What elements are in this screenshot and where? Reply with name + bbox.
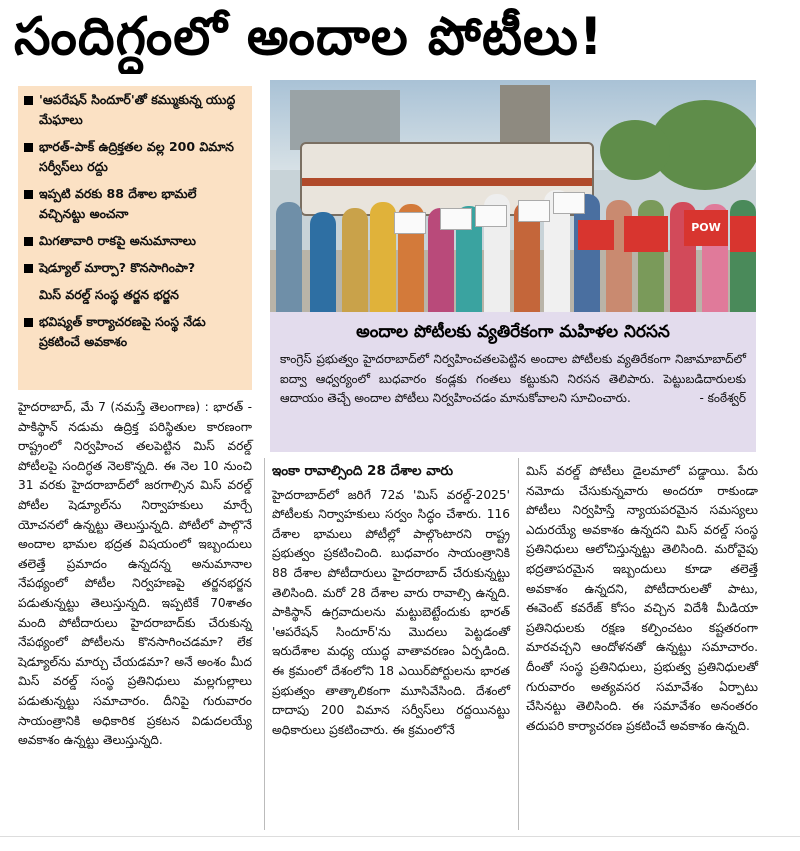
highlight-item <box>24 231 246 251</box>
photo-tree <box>600 120 670 180</box>
protest-placard <box>553 192 585 214</box>
photo-person <box>276 202 302 312</box>
highlight-text: ఇప్పటి వరకు 88 దేశాల భామలే వచ్చినట్టు అంచనా <box>39 186 197 221</box>
protest-flag-pow: POW <box>684 210 728 246</box>
protest-placard <box>518 200 550 222</box>
photo-caption-box <box>270 312 756 452</box>
page-bottom-rule <box>0 836 800 837</box>
column-divider <box>264 458 265 830</box>
bullet-icon <box>24 318 33 327</box>
protest-flag <box>578 220 614 250</box>
photo-credit: - కంఠేశ్వర్ <box>699 391 746 405</box>
bullet-icon <box>24 190 33 199</box>
subheading: ఇంకా రావాల్సింది 28 దేశాల వారు <box>272 463 454 479</box>
bullet-icon <box>24 96 33 105</box>
column-3-text: మిస్ వరల్డ్ పోటీలు డైలమాలో పడ్డాయి. పేరు నమోదు చేసుకున్నవారు అందరూ రాకుండా పోటీలు నిర్వహిస్తే న్యాయపరమైన సమస్యలు ఎదురయ్యే అవకాశం ఉన్నదని మిస్ వరల్డ్ సంస్థ ప్రతినిధులు ఆలోచిస్తున్నట్టు తెలిసింది. మరోవైపు భద్రతాపరమైన ఇబ్బందులు కూడా తలెత్తే అవకాశం ఉన్నదని, పోటీదారులతో పాటు, ఈవెంట్ కవరేజ్ కోసం వచ్చిన విదేశీ మీడియా ప్రతినిధులకు రక్షణ కల్పించటం కష్టతరంగా మారవచ్చని ఆందోళనతో ఉన్నట్టు సమాచారం. దీంతో సంస్థ ప్రతినిధులు, ప్రభుత్వ ప్రతినిధులతో గురువారం అత్యవసర సమావేశం ఏర్పాటు చేసినట్టు తెలిసింది. ఈ సమావేశం అనంతరం తదుపరి కార్యాచరణ ప్రకటించే అవకాశం ఉన్నది. <box>526 464 758 733</box>
headline: సందిగ్ధంలో అందాల పోటీలు! <box>14 7 604 67</box>
highlight-text: మిస్ వరల్డ్ సంస్థ తర్జన భర్జన <box>39 287 179 302</box>
bullet-icon <box>24 237 33 246</box>
bus-stripe <box>302 178 592 186</box>
highlight-text: 'ఆపరేషన్ సిందూర్'తో కమ్ముకున్న యుద్ధ మేఘాలు <box>39 92 236 127</box>
highlights-box <box>18 86 252 390</box>
column-1-text: భారత్ - పాకిస్థాన్ నడుమ ఉద్రిక్త పరిస్థితుల కారణంగా రాష్ట్రంలో నిర్వహించ తలపెట్టిన మిస్ వరల్డ్ పోటీలపై సందిగ్ధత నెలకొన్నది. ఈ నెల 10 నుంచి 31 వరకు హైదరాబాద్‌లో జరగాల్సిన మిస్ వరల్డ్ పోటీల షెడ్యూల్‌ను నిర్వాహకులు మార్చే యోచనలో ఉన్నట్టు తెలుస్తున్నది. పోటీలో పాల్గొనే అందాల భామల భద్రత విషయంలో ఇబ్బందులు తలెత్తే ప్రమాదం ఉన్నదన్న అనుమానాల నేపథ్యంలో పోటీల నిర్వహణపై తర్జనభర్జన పడుతున్నట్టు తెలుస్తున్నది. ఇప్పటికే 70శాతం మంది పోటీదారులు హైదరాబాద్‌కు చేరుకున్న నేపథ్యంలో పోటీలను కొనసాగించడమా? లేక షెడ్యూల్‌ను మార్చు చేయడమా? అనే అంశం మీద మిస్ వరల్డ్ సంస్థ ప్రతినిధులు మల్లగుల్లాలు పడుతున్నట్టు సమాచారం. దీనిపై గురువారం సాయంత్రానికి అధికారిక ప్రకటన విడుదలయ్యే అవకాశం ఉన్నట్టు తెలుస్తున్నది. <box>18 400 253 748</box>
protest-placard <box>394 212 426 234</box>
protest-placard <box>475 205 507 227</box>
article-column-3 <box>526 462 758 736</box>
protest-flag <box>730 216 756 252</box>
article-column-2 <box>272 462 510 740</box>
photo-person <box>370 202 396 312</box>
caption-body <box>280 350 746 409</box>
highlight-item <box>24 312 246 352</box>
article-column-1 <box>18 398 252 751</box>
highlight-item <box>24 184 246 224</box>
photo-person <box>342 208 368 312</box>
highlight-text: భవిష్యత్ కార్యాచరణపై సంస్థ నేడు ప్రకటించే అవకాశం <box>39 314 206 349</box>
dateline: హైదరాబాద్, మే 7 (నమస్తే తెలంగాణ) : <box>18 400 209 414</box>
bullet-icon <box>24 143 33 152</box>
highlight-item <box>24 90 246 130</box>
highlight-item <box>24 137 246 177</box>
bullet-spacer <box>24 291 33 300</box>
protest-placard <box>440 208 472 230</box>
column-divider <box>518 458 519 830</box>
photo-building <box>290 90 400 150</box>
caption-title: అందాల పోటీలకు వ్యతిరేకంగా మహిళల నిరసన <box>356 322 670 342</box>
highlight-item <box>24 285 246 305</box>
protest-photo <box>270 80 756 312</box>
protest-flag <box>624 216 668 252</box>
caption-text: కాంగ్రెస్ ప్రభుత్వం హైదరాబాద్‌లో నిర్వహించతలపెట్టిన అందాల పోటీలకు వ్యతిరేకంగా నిజామాబాద్‌లో ఐద్వా ఆధ్వర్యంలో బుధవారం కండ్లకు గంతలు కట్టుకుని నిరసన తెలిపారు. పెట్టుబడిదారులకు ఆదాయం తెచ్చే అందాల పోటీలు నిర్వహించడం మానుకోవాలని సూచించారు. <box>280 352 746 405</box>
highlight-item <box>24 258 246 278</box>
column-2-text: హైదరాబాద్‌లో జరిగే 72వ 'మిస్ వరల్డ్-2025' పోటీలకు నిర్వాహకులు సర్వం సిద్ధం చేశారు. 116 దేశాల భామలు పోటీల్లో పాల్గొంటారని రాష్ట్ర ప్రభుత్వం ప్రకటించింది. బుధవారం సాయంత్రానికి 88 దేశాల పోటీదారులు హైదరాబాద్ చేరుకున్నట్టు తెలిసింది. మరో 28 దేశాల వారు రావాల్సి ఉన్నది. పాకిస్థాన్ ఉగ్రవాదులను మట్టుబెట్టేందుకు భారత్ 'ఆపరేషన్ సిందూర్'ను మొదలు పెట్టడంతో ఇరుదేశాల మధ్య యుద్ధ వాతావరణం ఏర్పడింది. ఈ క్రమంలో దేశంలోని 18 ఎయిర్‌పోర్టులను భారత ప్రభుత్వం తాత్కాలికంగా మూసివేసింది. దేశంలో దాదాపు 200 విమాన సర్వీస్‌లు రద్దయినట్టు అధికారులు ప్రకటించారు. ఈ క్రమంలోనే <box>272 487 510 737</box>
bullet-icon <box>24 264 33 273</box>
photo-person <box>310 212 336 312</box>
highlight-text: భారత్-పాక్ ఉద్రిక్తతల వల్ల 200 విమాన సర్వీస్‌లు రద్దు <box>39 139 234 174</box>
highlight-text: షెడ్యూల్ మార్పా? కొనసాగింపా? <box>39 260 196 275</box>
highlight-text: మిగతావారి రాకపై అనుమానాలు <box>39 233 196 248</box>
